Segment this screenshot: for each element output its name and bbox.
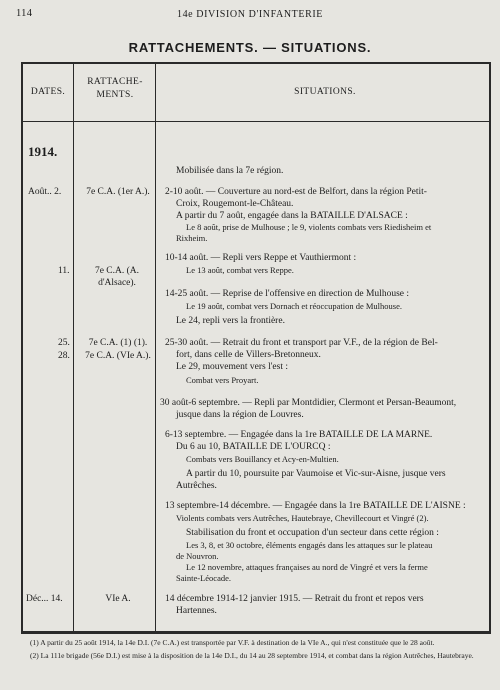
situation-line: Hartennes.: [176, 606, 217, 616]
situation-line: 14 décembre 1914-12 janvier 1915. — Retrait du front et repos vers: [165, 594, 424, 604]
date-cell: 11.: [58, 266, 70, 276]
situation-line: Stabilisation du front et occupation d'un secteur dans cette région :: [186, 528, 439, 538]
date-cell: 28.: [58, 351, 70, 361]
column-header-dates: DATES.: [30, 87, 66, 97]
column-divider-dates: [73, 62, 74, 633]
situation-line: A partir du 7 août, engagée dans la BATAILLE D'ALSACE :: [176, 211, 408, 221]
date-cell: 25.: [58, 338, 70, 348]
situation-line: Croix, Rougemont-le-Château.: [176, 199, 294, 209]
year-label: 1914.: [28, 144, 58, 159]
situation-line: Le 24, repli vers la frontière.: [176, 316, 285, 326]
situation-line: Le 19 août, combat vers Dornach et réoccupation de Mulhouse.: [186, 301, 402, 311]
situation-line: 13 septembre-14 décembre. — Engagée dans la 1re BATAILLE DE L'AISNE :: [165, 501, 466, 511]
situation-line: de Nouvron.: [176, 551, 219, 561]
situation-line: 25-30 août. — Retrait du front et transport par V.F., de la région de Bel-: [165, 338, 438, 348]
column-header-rattachements: RATTACHE-MENTS.: [87, 77, 143, 100]
situation-line: 2-10 août. — Couverture au nord-est de Belfort, dans la région Petit-: [165, 187, 427, 197]
situation-line: 14-25 août. — Reprise de l'offensive en direction de Mulhouse :: [165, 289, 409, 299]
situation-line: 10-14 août. — Repli vers Reppe et Vauthiermont :: [165, 253, 357, 263]
section-title: RATTACHEMENTS. — SITUATIONS.: [128, 40, 372, 55]
column-divider-rattachements: [155, 62, 156, 633]
situation-line: Rixheim.: [176, 233, 208, 243]
situation-line: Le 29, mouvement vers l'est :: [176, 362, 288, 372]
situation-line: Mobilisée dans la 7e région.: [176, 166, 284, 176]
situation-line: Le 13 août, combat vers Reppe.: [186, 265, 294, 275]
footnote-rule: [21, 633, 491, 634]
rattachement-cell: VIe A.: [105, 594, 131, 604]
situation-line: fort, dans celle de Villers-Bretonneux.: [176, 350, 321, 360]
situation-line: Sainte-Léocade.: [176, 573, 231, 583]
footnote-2: (2) La 111e brigade (56e D.I.) est mise à la disposition de la 14e D.I., du 14 au 28 septembre 1914, et combat dans la région Autrêches, Hautebraye.: [30, 651, 474, 660]
situation-line: 6-13 septembre. — Engagée dans la 1re BATAILLE DE LA MARNE.: [165, 430, 433, 440]
rattachement-cell: 7e C.A. (1) (1).: [88, 338, 148, 348]
situation-line: 30 août-6 septembre. — Repli par Montdidier, Clermont et Persan-Beaumont,: [160, 398, 457, 408]
situation-line: Combat vers Proyart.: [186, 375, 259, 385]
situation-line: Autrêches.: [176, 481, 217, 491]
situation-line: Les 3, 8, et 30 octobre, éléments engagés dans les attaques sur le plateau: [186, 540, 433, 550]
rattachement-cell: 7e C.A. (A. d'Alsace).: [94, 266, 140, 288]
running-title: 14e DIVISION D'INFANTERIE: [176, 9, 324, 20]
header-rule: [21, 121, 491, 122]
column-header-situations: SITUATIONS.: [294, 87, 356, 97]
footnotes: [30, 638, 488, 661]
date-cell: Déc... 14.: [26, 594, 63, 604]
rattachement-cell: 7e C.A. (1er A.).: [86, 187, 150, 197]
situation-line: Le 12 novembre, attaques françaises au nord de Vingré et vers la ferme: [186, 562, 428, 572]
situation-line: Du 6 au 10, BATAILLE DE L'OURCQ :: [176, 442, 331, 452]
situation-line: Violents combats vers Autrêches, Hautebraye, Chevillecourt et Vingré (2).: [176, 513, 429, 523]
page-number: 114: [16, 8, 33, 19]
situation-line: Le 8 août, prise de Mulhouse ; le 9, violents combats vers Riedisheim et: [186, 222, 432, 232]
date-cell: Août.. 2.: [28, 187, 62, 197]
situation-line: jusque dans la région de Louvres.: [176, 410, 304, 420]
situation-line: A partir du 10, poursuite par Vaumoise et Vic-sur-Aisne, jusque vers: [186, 469, 446, 479]
situation-line: Combats vers Bouillancy et Acy-en-Multien.: [186, 454, 339, 464]
rattachement-cell: 7e C.A. (VIe A.).: [85, 351, 151, 361]
footnote-1: (1) A partir du 25 août 1914, la 14e D.I. (7e C.A.) est transportée par V.F. à destination de la VIe A., qui n'est constituée que le 28 août.: [30, 638, 435, 647]
